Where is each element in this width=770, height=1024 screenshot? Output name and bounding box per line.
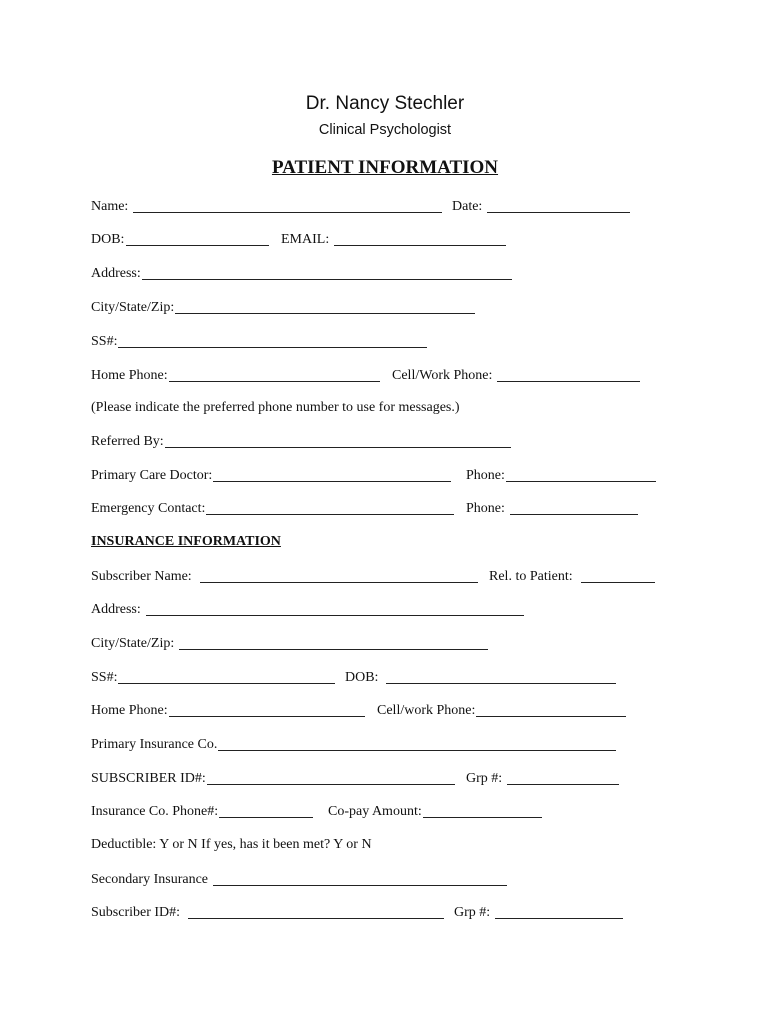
insurance-city-state-zip-field[interactable]	[179, 635, 488, 650]
insurance-address-field[interactable]	[146, 601, 524, 616]
insurance-co-phone-field[interactable]	[219, 803, 313, 818]
referred-by-field[interactable]	[165, 433, 511, 448]
deductible-text: Deductible: Y or N If yes, has it been met? Y or N	[91, 837, 372, 852]
secondary-grp-label: Grp #:	[454, 905, 491, 920]
insurance-address-label: Address:	[91, 602, 141, 617]
emergency-phone-field[interactable]	[510, 500, 638, 515]
copay-label: Co-pay Amount:	[328, 804, 422, 819]
primary-care-doctor-label: Primary Care Doctor:	[91, 468, 213, 483]
grp-field[interactable]	[507, 770, 619, 785]
emergency-phone-label: Phone:	[466, 501, 505, 516]
insurance-ss-label: SS#:	[91, 670, 118, 685]
email-field[interactable]	[334, 231, 506, 246]
secondary-grp-field[interactable]	[495, 904, 623, 919]
insurance-home-phone-label: Home Phone:	[91, 703, 168, 718]
primary-care-phone-field[interactable]	[506, 467, 656, 482]
cell-work-phone-field[interactable]	[497, 367, 640, 382]
referred-by-label: Referred By:	[91, 434, 164, 449]
doctor-name: Dr. Nancy Stechler	[305, 93, 465, 114]
dob-field[interactable]	[126, 231, 269, 246]
insurance-section-title: INSURANCE INFORMATION	[91, 534, 281, 549]
doctor-subtitle: Clinical Psychologist	[318, 122, 452, 138]
ss-label: SS#:	[91, 334, 118, 349]
secondary-subscriber-id-field[interactable]	[188, 904, 444, 919]
rel-to-patient-label: Rel. to Patient:	[489, 569, 573, 584]
secondary-insurance-label: Secondary Insurance	[91, 872, 209, 887]
primary-insurance-label: Primary Insurance Co.	[91, 737, 218, 752]
subscriber-name-field[interactable]	[200, 568, 478, 583]
insurance-dob-label: DOB:	[345, 670, 379, 685]
rel-to-patient-field[interactable]	[581, 568, 655, 583]
primary-care-phone-label: Phone:	[466, 468, 505, 483]
insurance-city-state-zip-label: City/State/Zip:	[91, 636, 175, 651]
phone-preference-note: (Please indicate the preferred phone number to use for messages.)	[91, 400, 460, 415]
home-phone-field[interactable]	[169, 367, 380, 382]
name-field[interactable]	[133, 198, 442, 213]
subscriber-id-field[interactable]	[207, 770, 455, 785]
insurance-home-phone-field[interactable]	[169, 702, 365, 717]
date-label: Date:	[452, 199, 483, 214]
secondary-subscriber-id-label: Subscriber ID#:	[91, 905, 181, 920]
cell-work-phone-label: Cell/Work Phone:	[392, 368, 493, 383]
city-state-zip-field[interactable]	[175, 299, 475, 314]
home-phone-label: Home Phone:	[91, 368, 168, 383]
copay-field[interactable]	[423, 803, 542, 818]
primary-care-doctor-field[interactable]	[213, 467, 451, 482]
primary-insurance-field[interactable]	[218, 736, 616, 751]
address-label: Address:	[91, 266, 141, 281]
emergency-contact-label: Emergency Contact:	[91, 501, 206, 516]
emergency-contact-field[interactable]	[206, 500, 454, 515]
dob-label: DOB:	[91, 232, 125, 247]
insurance-cell-work-phone-label: Cell/work Phone:	[377, 703, 476, 718]
secondary-insurance-field[interactable]	[213, 871, 507, 886]
insurance-ss-field[interactable]	[118, 669, 335, 684]
name-label: Name:	[91, 199, 129, 214]
insurance-co-phone-label: Insurance Co. Phone#:	[91, 804, 219, 819]
ss-field[interactable]	[118, 333, 427, 348]
insurance-dob-field[interactable]	[386, 669, 616, 684]
subscriber-id-label: SUBSCRIBER ID#:	[91, 771, 206, 786]
address-field[interactable]	[142, 265, 512, 280]
city-state-zip-label: City/State/Zip:	[91, 300, 175, 315]
subscriber-name-label: Subscriber Name:	[91, 569, 192, 584]
date-field[interactable]	[487, 198, 630, 213]
grp-label: Grp #:	[466, 771, 503, 786]
email-label: EMAIL:	[281, 232, 330, 247]
insurance-cell-work-phone-field[interactable]	[476, 702, 626, 717]
form-title: PATIENT INFORMATION	[271, 157, 499, 178]
